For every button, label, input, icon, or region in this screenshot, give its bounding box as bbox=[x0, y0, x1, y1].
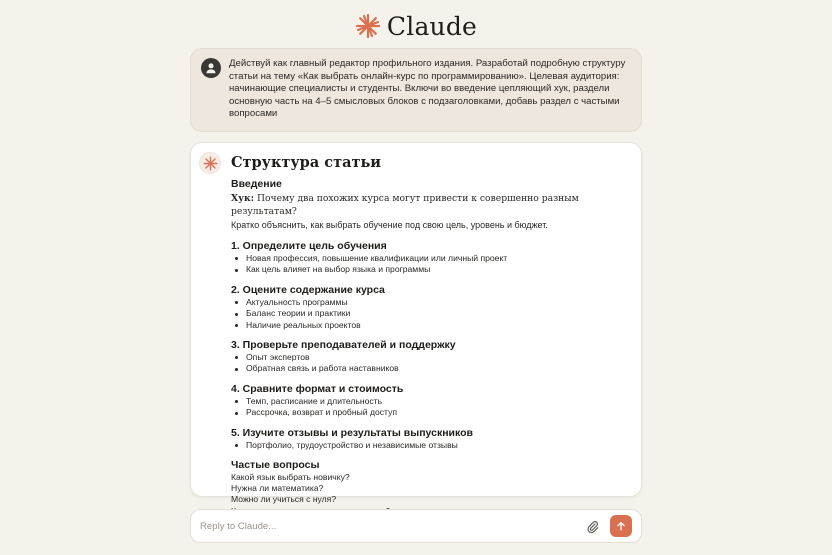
intro-heading: Введение bbox=[231, 178, 282, 190]
list-item: Опыт экспертов bbox=[231, 352, 631, 363]
list-item: Портфолио, трудоустройство и независимые отзывы bbox=[231, 440, 631, 451]
response-content bbox=[231, 153, 631, 517]
reply-input[interactable] bbox=[191, 510, 583, 542]
bullet-list bbox=[231, 396, 631, 419]
bullet-list bbox=[231, 352, 631, 375]
list-item: Рассрочка, возврат и пробный доступ bbox=[231, 407, 631, 418]
send-button[interactable] bbox=[610, 515, 632, 537]
section-title: 2. Оцените содержание курса bbox=[231, 283, 385, 296]
bullet-list bbox=[231, 440, 631, 451]
faq-heading: Частые вопросы bbox=[231, 459, 320, 472]
list-item: Темп, расписание и длительность bbox=[231, 396, 631, 407]
list-item: Как цель влияет на выбор языка и программы bbox=[231, 264, 631, 275]
section-title: 3. Проверьте преподавателей и поддержку bbox=[231, 339, 456, 352]
section-4 bbox=[231, 382, 631, 419]
assistant-message bbox=[190, 142, 642, 505]
section-title: 5. Изучите отзывы и результаты выпускников bbox=[231, 426, 474, 439]
section-3 bbox=[231, 338, 631, 375]
list-item: Наличие реальных проектов bbox=[231, 320, 631, 331]
user-avatar-icon bbox=[201, 58, 221, 78]
bullet-list bbox=[231, 297, 631, 331]
brand-name: Claude bbox=[386, 11, 478, 41]
faq-item: Какой язык выбрать новичку? bbox=[231, 472, 350, 483]
intro-hook bbox=[231, 192, 631, 218]
hook-label: Хук: bbox=[231, 193, 255, 204]
section-5 bbox=[231, 426, 631, 451]
user-message-text: Действуй как главный редактор профильного издания. Разработай подробную структуру статьи на тему «Как выбрать онлайн-курс по программированию». Целевая аудитория: начинающие специалисты и студенты. Включи во введение цепляющий хук, раздели основную часть на 4–5 смысловых блоков с подзаголовками, добавь раздел с частыми вопросами bbox=[229, 58, 626, 120]
section-1 bbox=[231, 239, 631, 276]
user-message bbox=[190, 48, 642, 132]
hook-text: Почему два похожих курса могут привести к совершенно разным результатам? bbox=[231, 193, 579, 217]
section-title: 4. Сравните формат и стоимость bbox=[231, 382, 404, 395]
list-item: Обратная связь и работа наставников bbox=[231, 363, 631, 374]
section-title: 1. Определите цель обучения bbox=[231, 240, 387, 252]
bullet-list bbox=[231, 253, 631, 276]
intro-text: Кратко объяснить, как выбрать обучение под свою цель, уровень и бюджет. bbox=[231, 220, 548, 230]
list-item: Актуальность программы bbox=[231, 297, 631, 308]
list-item: Новая профессия, повышение квалификации или личный проект bbox=[231, 253, 631, 264]
list-item: Баланс теории и практики bbox=[231, 308, 631, 319]
claude-starburst-icon bbox=[355, 13, 381, 39]
claude-starburst-icon bbox=[199, 152, 221, 174]
faq-item: Нужна ли математика? bbox=[231, 483, 324, 494]
arrow-up-icon bbox=[615, 520, 627, 532]
reply-bar bbox=[190, 509, 642, 543]
section-2 bbox=[231, 283, 631, 331]
brand-header bbox=[0, 10, 832, 42]
faq-item: Можно ли учиться с нуля? bbox=[231, 494, 337, 505]
response-title: Структура статьи bbox=[231, 154, 382, 171]
paperclip-icon[interactable] bbox=[583, 517, 601, 535]
